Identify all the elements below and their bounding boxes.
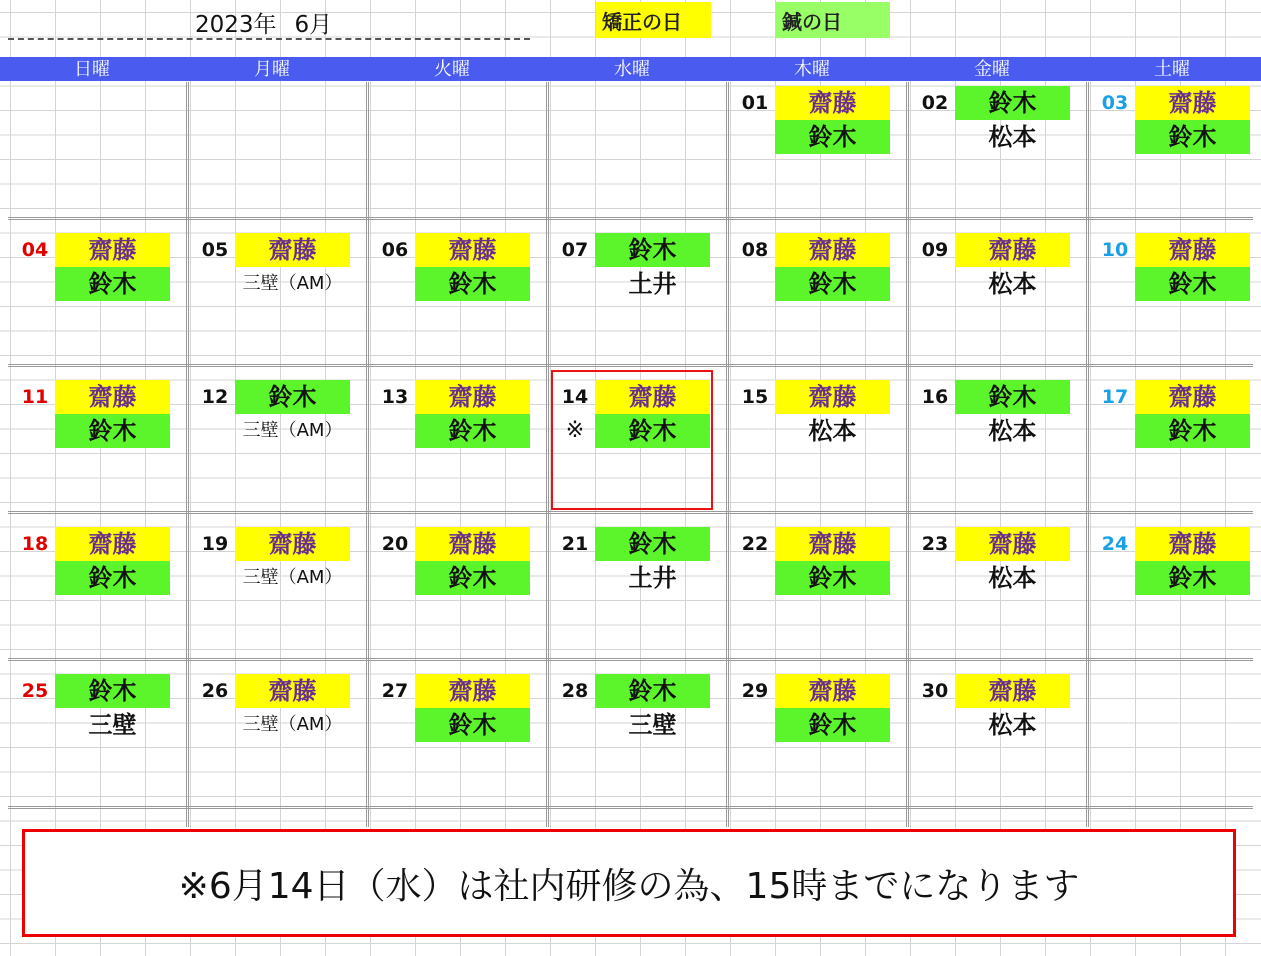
day-number: 12 — [201, 386, 229, 408]
staff-seisei: 齋藤 — [775, 380, 890, 414]
staff-hari: 鈴木 — [775, 267, 890, 301]
staff-hari: 鈴木 — [415, 561, 530, 595]
title-underline — [8, 38, 530, 40]
day-number: 27 — [381, 680, 409, 702]
staff-hari: 土井 — [628, 564, 677, 592]
day-number: 02 — [921, 92, 949, 114]
column-divider — [546, 82, 549, 827]
year-label: 2023年 — [195, 12, 277, 38]
row-divider — [8, 511, 1253, 514]
staff-seisei: 齋藤 — [235, 527, 350, 561]
staff-hari: 松本 — [988, 711, 1037, 739]
staff-hari: 松本 — [808, 417, 857, 445]
staff-seisei: 齋藤 — [415, 527, 530, 561]
weekday-label: 月曜 — [254, 59, 290, 80]
day-number: 23 — [921, 533, 949, 555]
staff-seisei: 齋藤 — [415, 233, 530, 267]
staff-seisei: 齋藤 — [1135, 527, 1250, 561]
weekday-label: 土曜 — [1154, 59, 1190, 80]
day-number: 16 — [921, 386, 949, 408]
staff-hari: 鈴木 — [595, 414, 710, 448]
staff-seisei: 齋藤 — [1135, 86, 1250, 120]
staff-seisei: 齋藤 — [415, 674, 530, 708]
staff-hari: 三壁（AM） — [242, 273, 343, 294]
day-number: 19 — [201, 533, 229, 555]
staff-seisei: 鈴木 — [595, 527, 710, 561]
staff-hari: 松本 — [988, 564, 1037, 592]
staff-hari: 土井 — [628, 270, 677, 298]
staff-seisei: 鈴木 — [595, 674, 710, 708]
weekday-label: 火曜 — [434, 59, 470, 80]
column-divider — [906, 82, 909, 827]
staff-seisei: 齋藤 — [955, 233, 1070, 267]
day-number: 28 — [561, 680, 589, 702]
staff-seisei: 鈴木 — [955, 380, 1070, 414]
staff-seisei: 齋藤 — [775, 233, 890, 267]
day-number: 06 — [381, 239, 409, 261]
day-number: 13 — [381, 386, 409, 408]
day-number: 14 — [561, 386, 589, 408]
row-divider — [8, 658, 1253, 661]
day-number: 29 — [741, 680, 769, 702]
day-number: 04 — [21, 239, 49, 261]
staff-hari: 松本 — [988, 417, 1037, 445]
day-number: 08 — [741, 239, 769, 261]
legend-hari: 鍼の日 — [776, 2, 890, 38]
staff-hari: 鈴木 — [55, 267, 170, 301]
staff-hari: 鈴木 — [775, 561, 890, 595]
day-number: 18 — [21, 533, 49, 555]
row-divider — [8, 217, 1253, 220]
staff-seisei: 齋藤 — [595, 380, 710, 414]
day-number: 20 — [381, 533, 409, 555]
staff-seisei: 齋藤 — [1135, 380, 1250, 414]
staff-hari: 鈴木 — [775, 120, 890, 154]
staff-seisei: 齋藤 — [775, 674, 890, 708]
staff-hari: 三壁 — [628, 711, 677, 739]
note-mark: ※ — [565, 418, 585, 443]
day-number: 24 — [1101, 533, 1129, 555]
staff-seisei: 齋藤 — [775, 527, 890, 561]
staff-seisei: 齋藤 — [775, 86, 890, 120]
staff-hari: 鈴木 — [415, 267, 530, 301]
staff-hari: 三壁（AM） — [242, 567, 343, 588]
day-number: 11 — [21, 386, 49, 408]
staff-seisei: 齋藤 — [415, 380, 530, 414]
staff-seisei: 鈴木 — [235, 380, 350, 414]
staff-hari: 鈴木 — [415, 708, 530, 742]
staff-seisei: 齋藤 — [55, 380, 170, 414]
calendar-title — [195, 6, 350, 39]
weekday-label: 金曜 — [974, 59, 1010, 80]
staff-hari: 鈴木 — [1135, 561, 1250, 595]
staff-seisei: 齋藤 — [235, 233, 350, 267]
day-number: 25 — [21, 680, 49, 702]
staff-hari: 鈴木 — [1135, 120, 1250, 154]
notice-text: ※6月14日（水）は社内研修の為、15時までになります — [178, 865, 1080, 907]
day-number: 26 — [201, 680, 229, 702]
highlighted-day-frame — [551, 370, 713, 510]
day-number: 05 — [201, 239, 229, 261]
staff-hari: 鈴木 — [1135, 267, 1250, 301]
day-number: 15 — [741, 386, 769, 408]
row-divider — [8, 364, 1253, 367]
staff-hari: 鈴木 — [55, 414, 170, 448]
day-number: 21 — [561, 533, 589, 555]
staff-hari: 鈴木 — [775, 708, 890, 742]
day-number: 01 — [741, 92, 769, 114]
column-divider — [366, 82, 369, 827]
weekday-label: 木曜 — [794, 59, 830, 80]
row-divider — [8, 806, 1253, 809]
staff-seisei: 鈴木 — [55, 674, 170, 708]
staff-seisei: 齋藤 — [955, 527, 1070, 561]
day-number: 30 — [921, 680, 949, 702]
staff-seisei: 齋藤 — [1135, 233, 1250, 267]
staff-seisei: 齋藤 — [55, 527, 170, 561]
column-divider — [1086, 82, 1089, 827]
staff-seisei: 鈴木 — [595, 233, 710, 267]
staff-hari: 松本 — [988, 270, 1037, 298]
column-divider — [186, 82, 189, 827]
day-number: 22 — [741, 533, 769, 555]
staff-seisei: 齋藤 — [235, 674, 350, 708]
staff-hari: 鈴木 — [1135, 414, 1250, 448]
day-number: 10 — [1101, 239, 1129, 261]
day-number: 09 — [921, 239, 949, 261]
day-number: 07 — [561, 239, 589, 261]
staff-hari: 三壁（AM） — [242, 714, 343, 735]
staff-hari: 三壁（AM） — [242, 420, 343, 441]
day-number: 17 — [1101, 386, 1129, 408]
staff-seisei: 齋藤 — [55, 233, 170, 267]
staff-hari: 松本 — [988, 123, 1037, 151]
weekday-label: 日曜 — [74, 59, 110, 80]
column-divider — [726, 82, 729, 827]
weekday-label: 水曜 — [614, 59, 650, 80]
staff-hari: 鈴木 — [415, 414, 530, 448]
staff-seisei: 鈴木 — [955, 86, 1070, 120]
notice-box — [22, 829, 1236, 937]
staff-hari: 三壁 — [88, 711, 137, 739]
staff-seisei: 齋藤 — [955, 674, 1070, 708]
legend-seisei: 矯正の日 — [596, 2, 711, 38]
day-number: 03 — [1101, 92, 1129, 114]
month-label: 6月 — [294, 12, 333, 38]
staff-hari: 鈴木 — [55, 561, 170, 595]
